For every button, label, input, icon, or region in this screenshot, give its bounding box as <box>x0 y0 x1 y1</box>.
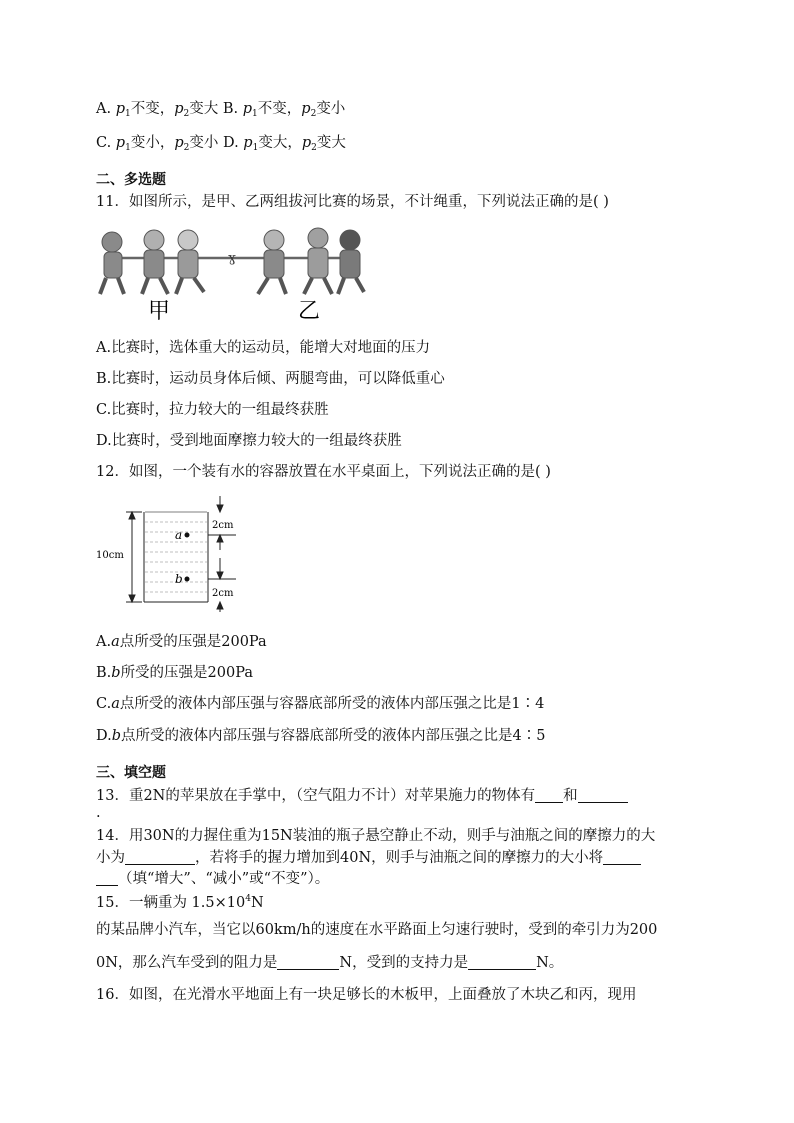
q14-line-3: （填“增大”、“减小”或“不变”）。 <box>96 869 329 889</box>
point-b-label: b <box>175 572 183 586</box>
point-b <box>185 577 190 582</box>
q15-line-2: 的某品牌小汽车，当它以60km/h的速度在水平路面上匀速行驶时，受到的牵引力为200 <box>96 922 658 938</box>
q12-option-d: D.b点所受的液体内部压强与容器底部所受的液体内部压强之比是4∶5 <box>96 728 546 744</box>
team-left-people <box>100 230 204 294</box>
team-right-label: 乙 <box>298 299 321 322</box>
q11-option-a: A.比赛时，选体重大的运动员，能增大对地面的压力 <box>96 340 431 356</box>
q10-option-row-cd: C. $p_1$变小，$p_2$变小 D. $p_1$变大，$p_2$变大 <box>96 135 346 153</box>
section-heading-multiple-choice: 二、多选题 <box>96 172 166 188</box>
tug-of-war-figure <box>96 222 376 322</box>
q15-line-1: 15．一辆重为 $1.5\times 10^4N$ <box>96 894 264 911</box>
q14-line-2: 小为 ，若将手的握力增加到40N，则手与油瓶之间的摩擦力的大小将 <box>96 848 641 868</box>
top-depth-label: 2cm <box>212 520 234 531</box>
team-left-label: 甲 <box>148 299 171 322</box>
bottom-depth-label: 2cm <box>212 588 234 599</box>
q15-line-3: 0N，那么汽车受到的阻力是 N，受到的支持力是 N。 <box>96 955 564 971</box>
q13-blank-2[interactable] <box>578 788 628 803</box>
rope-marker: ɣ <box>228 251 236 266</box>
q12-stem: 12．如图，一个装有水的容器放置在水平桌面上，下列说法正确的是( ) <box>96 464 551 480</box>
q15-blank-2[interactable] <box>468 955 536 970</box>
q13-text: 13．重2N的苹果放在手掌中，（空气阻力不计）对苹果施力的物体有 和 <box>96 786 628 806</box>
q15-blank-1[interactable] <box>277 955 339 970</box>
q13-end: . <box>96 805 101 821</box>
q14-blank-2a[interactable] <box>603 850 641 865</box>
q12-option-c: C.a点所受的液体内部压强与容器底部所受的液体内部压强之比是1∶4 <box>96 696 545 712</box>
point-a <box>185 533 190 538</box>
point-a-label: a <box>175 528 183 542</box>
q13-blank-1[interactable] <box>535 788 563 803</box>
q11-option-b: B.比赛时，运动员身体后倾、两腿弯曲，可以降低重心 <box>96 371 445 387</box>
q14-blank-1[interactable] <box>125 850 195 865</box>
q14-line-1: 14．用30N的力握住重为15N装油的瓶子悬空静止不动，则手与油瓶之间的摩擦力的大 <box>96 828 656 844</box>
container-figure <box>96 490 256 618</box>
q12-option-b: B.b所受的压强是200Pa <box>96 665 253 681</box>
q16-line-1: 16．如图，在光滑水平地面上有一块足够长的木板甲，上面叠放了木块乙和丙，现用 <box>96 987 637 1003</box>
q12-option-a: A.a点所受的压强是200Pa <box>96 634 267 650</box>
section-heading-fill-blank: 三、填空题 <box>96 765 166 781</box>
q11-option-d: D.比赛时，受到地面摩擦力较大的一组最终获胜 <box>96 433 402 449</box>
q10-option-row-ab: A. $p_1$不变，$p_2$变大 B. $p_1$不变，$p_2$变小 <box>96 101 346 119</box>
q14-blank-2b[interactable] <box>96 871 118 886</box>
q11-option-c: C.比赛时，拉力较大的一组最终获胜 <box>96 402 329 418</box>
q11-stem: 11．如图所示，是甲、乙两组拔河比赛的场景，不计绳重，下列说法正确的是( ) <box>96 194 609 210</box>
height-label: 10cm <box>96 550 124 561</box>
team-right-people <box>258 228 364 294</box>
